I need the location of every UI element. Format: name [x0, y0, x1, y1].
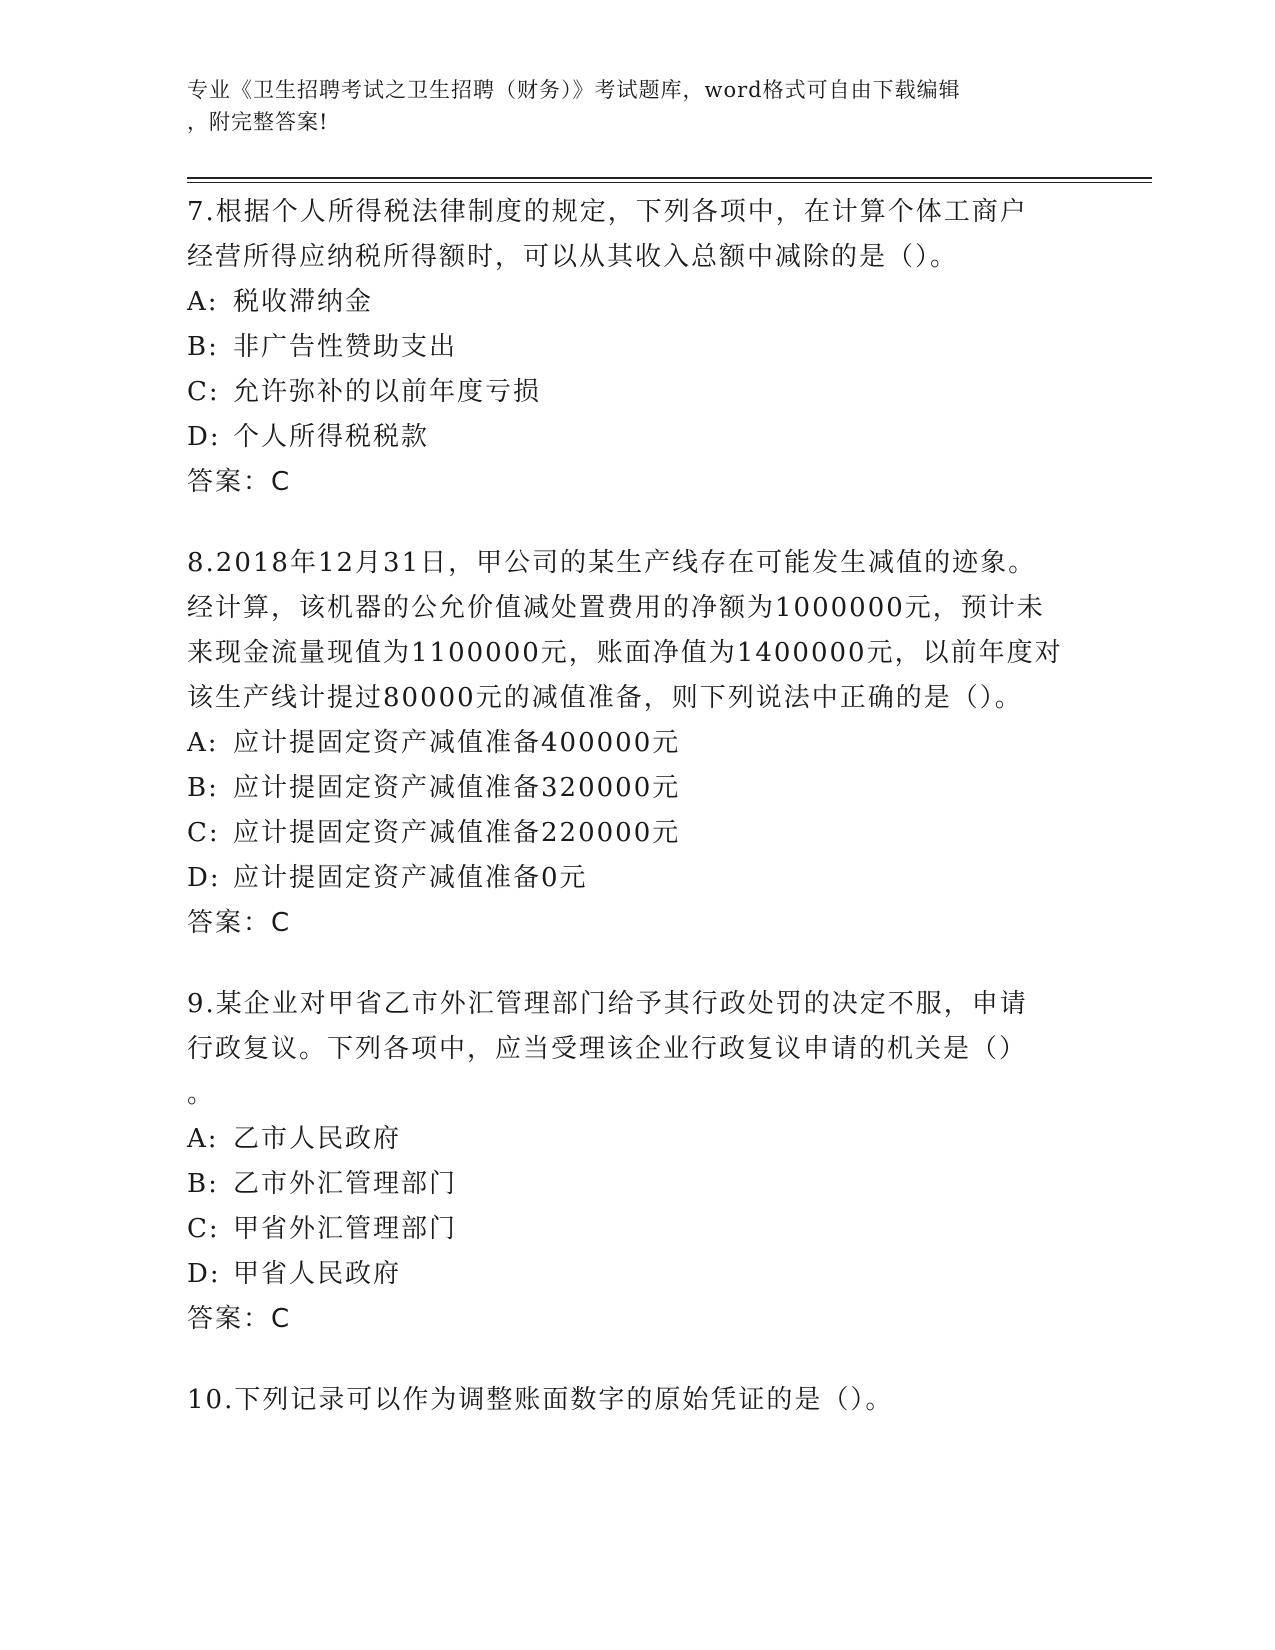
option-c [187, 1207, 1067, 1252]
option-b [187, 766, 1067, 811]
option-text: 允许弥补的以前年度亏损 [233, 377, 542, 407]
option-d [187, 856, 1067, 901]
document-header [187, 74, 1067, 138]
question-text-line: 。 [187, 1079, 216, 1109]
option-letter: D: [187, 422, 221, 452]
question-text-line: 10.下列记录可以作为调整账面数字的原始凭证的是（）。 [187, 1385, 894, 1415]
option-text: 应计提固定资产减值准备320000元 [233, 773, 681, 803]
option-letter: D: [187, 1259, 221, 1289]
option-text: 非广告性赞助支出 [233, 332, 458, 362]
option-letter: B: [187, 332, 219, 362]
option-letter: C: [187, 1214, 220, 1244]
option-b [187, 325, 1067, 370]
question-text-line: 行政复议。下列各项中，应当受理该企业行政复议申请的机关是（） [187, 1034, 1028, 1064]
option-text: 应计提固定资产减值准备220000元 [233, 818, 681, 848]
option-a [187, 721, 1067, 766]
option-c [187, 811, 1067, 856]
question-8 [187, 541, 1067, 946]
header-divider-thin [187, 182, 1152, 183]
option-text: 个人所得税税款 [233, 422, 430, 452]
option-letter: C: [187, 377, 220, 407]
question-list [187, 190, 1067, 1459]
option-letter: D: [187, 863, 221, 893]
question-7 [187, 190, 1067, 505]
option-c [187, 370, 1067, 415]
option-text: 应计提固定资产减值准备0元 [233, 863, 588, 893]
option-text: 税收滞纳金 [233, 287, 374, 317]
option-text: 甲省人民政府 [233, 1259, 402, 1289]
answer-line: 答案：C [187, 1304, 292, 1334]
option-letter: A: [187, 1124, 219, 1154]
option-a [187, 280, 1067, 325]
option-d [187, 1252, 1067, 1297]
answer-line: 答案：C [187, 467, 292, 497]
option-text: 乙市外汇管理部门 [233, 1169, 458, 1199]
header-line-1: 专业《卫生招聘考试之卫生招聘（财务）》考试题库，word格式可自由下载编辑 [187, 78, 961, 102]
question-text-line: 经营所得应纳税所得额时，可以从其收入总额中减除的是（）。 [187, 242, 959, 272]
answer-line: 答案：C [187, 908, 292, 938]
option-letter: A: [187, 728, 219, 758]
option-letter: C: [187, 818, 220, 848]
header-line-2: ，附完整答案! [187, 110, 329, 134]
option-text: 应计提固定资产减值准备400000元 [233, 728, 681, 758]
question-text-line: 9.某企业对甲省乙市外汇管理部门给予其行政处罚的决定不服，申请 [187, 989, 1028, 1019]
option-letter: B: [187, 1169, 219, 1199]
question-text-line: 经计算，该机器的公允价值减处置费用的净额为1000000元，预计未 [187, 593, 1045, 623]
option-b [187, 1162, 1067, 1207]
question-text-line: 该生产线计提过80000元的减值准备，则下列说法中正确的是（）。 [187, 683, 1023, 713]
question-text-line: 7.根据个人所得税法律制度的规定，下列各项中，在计算个体工商户 [187, 197, 1028, 227]
option-d [187, 415, 1067, 460]
header-divider-thick [187, 177, 1152, 179]
option-a [187, 1117, 1067, 1162]
option-letter: B: [187, 773, 219, 803]
option-letter: A: [187, 287, 219, 317]
question-text-line: 来现金流量现值为1100000元，账面净值为1400000元，以前年度对 [187, 638, 1063, 668]
question-text-line: 8.2018年12月31日，甲公司的某生产线存在可能发生减值的迹象。 [187, 548, 1037, 578]
question-9 [187, 982, 1067, 1342]
option-text: 乙市人民政府 [233, 1124, 402, 1154]
question-10 [187, 1378, 1067, 1423]
option-text: 甲省外汇管理部门 [233, 1214, 458, 1244]
